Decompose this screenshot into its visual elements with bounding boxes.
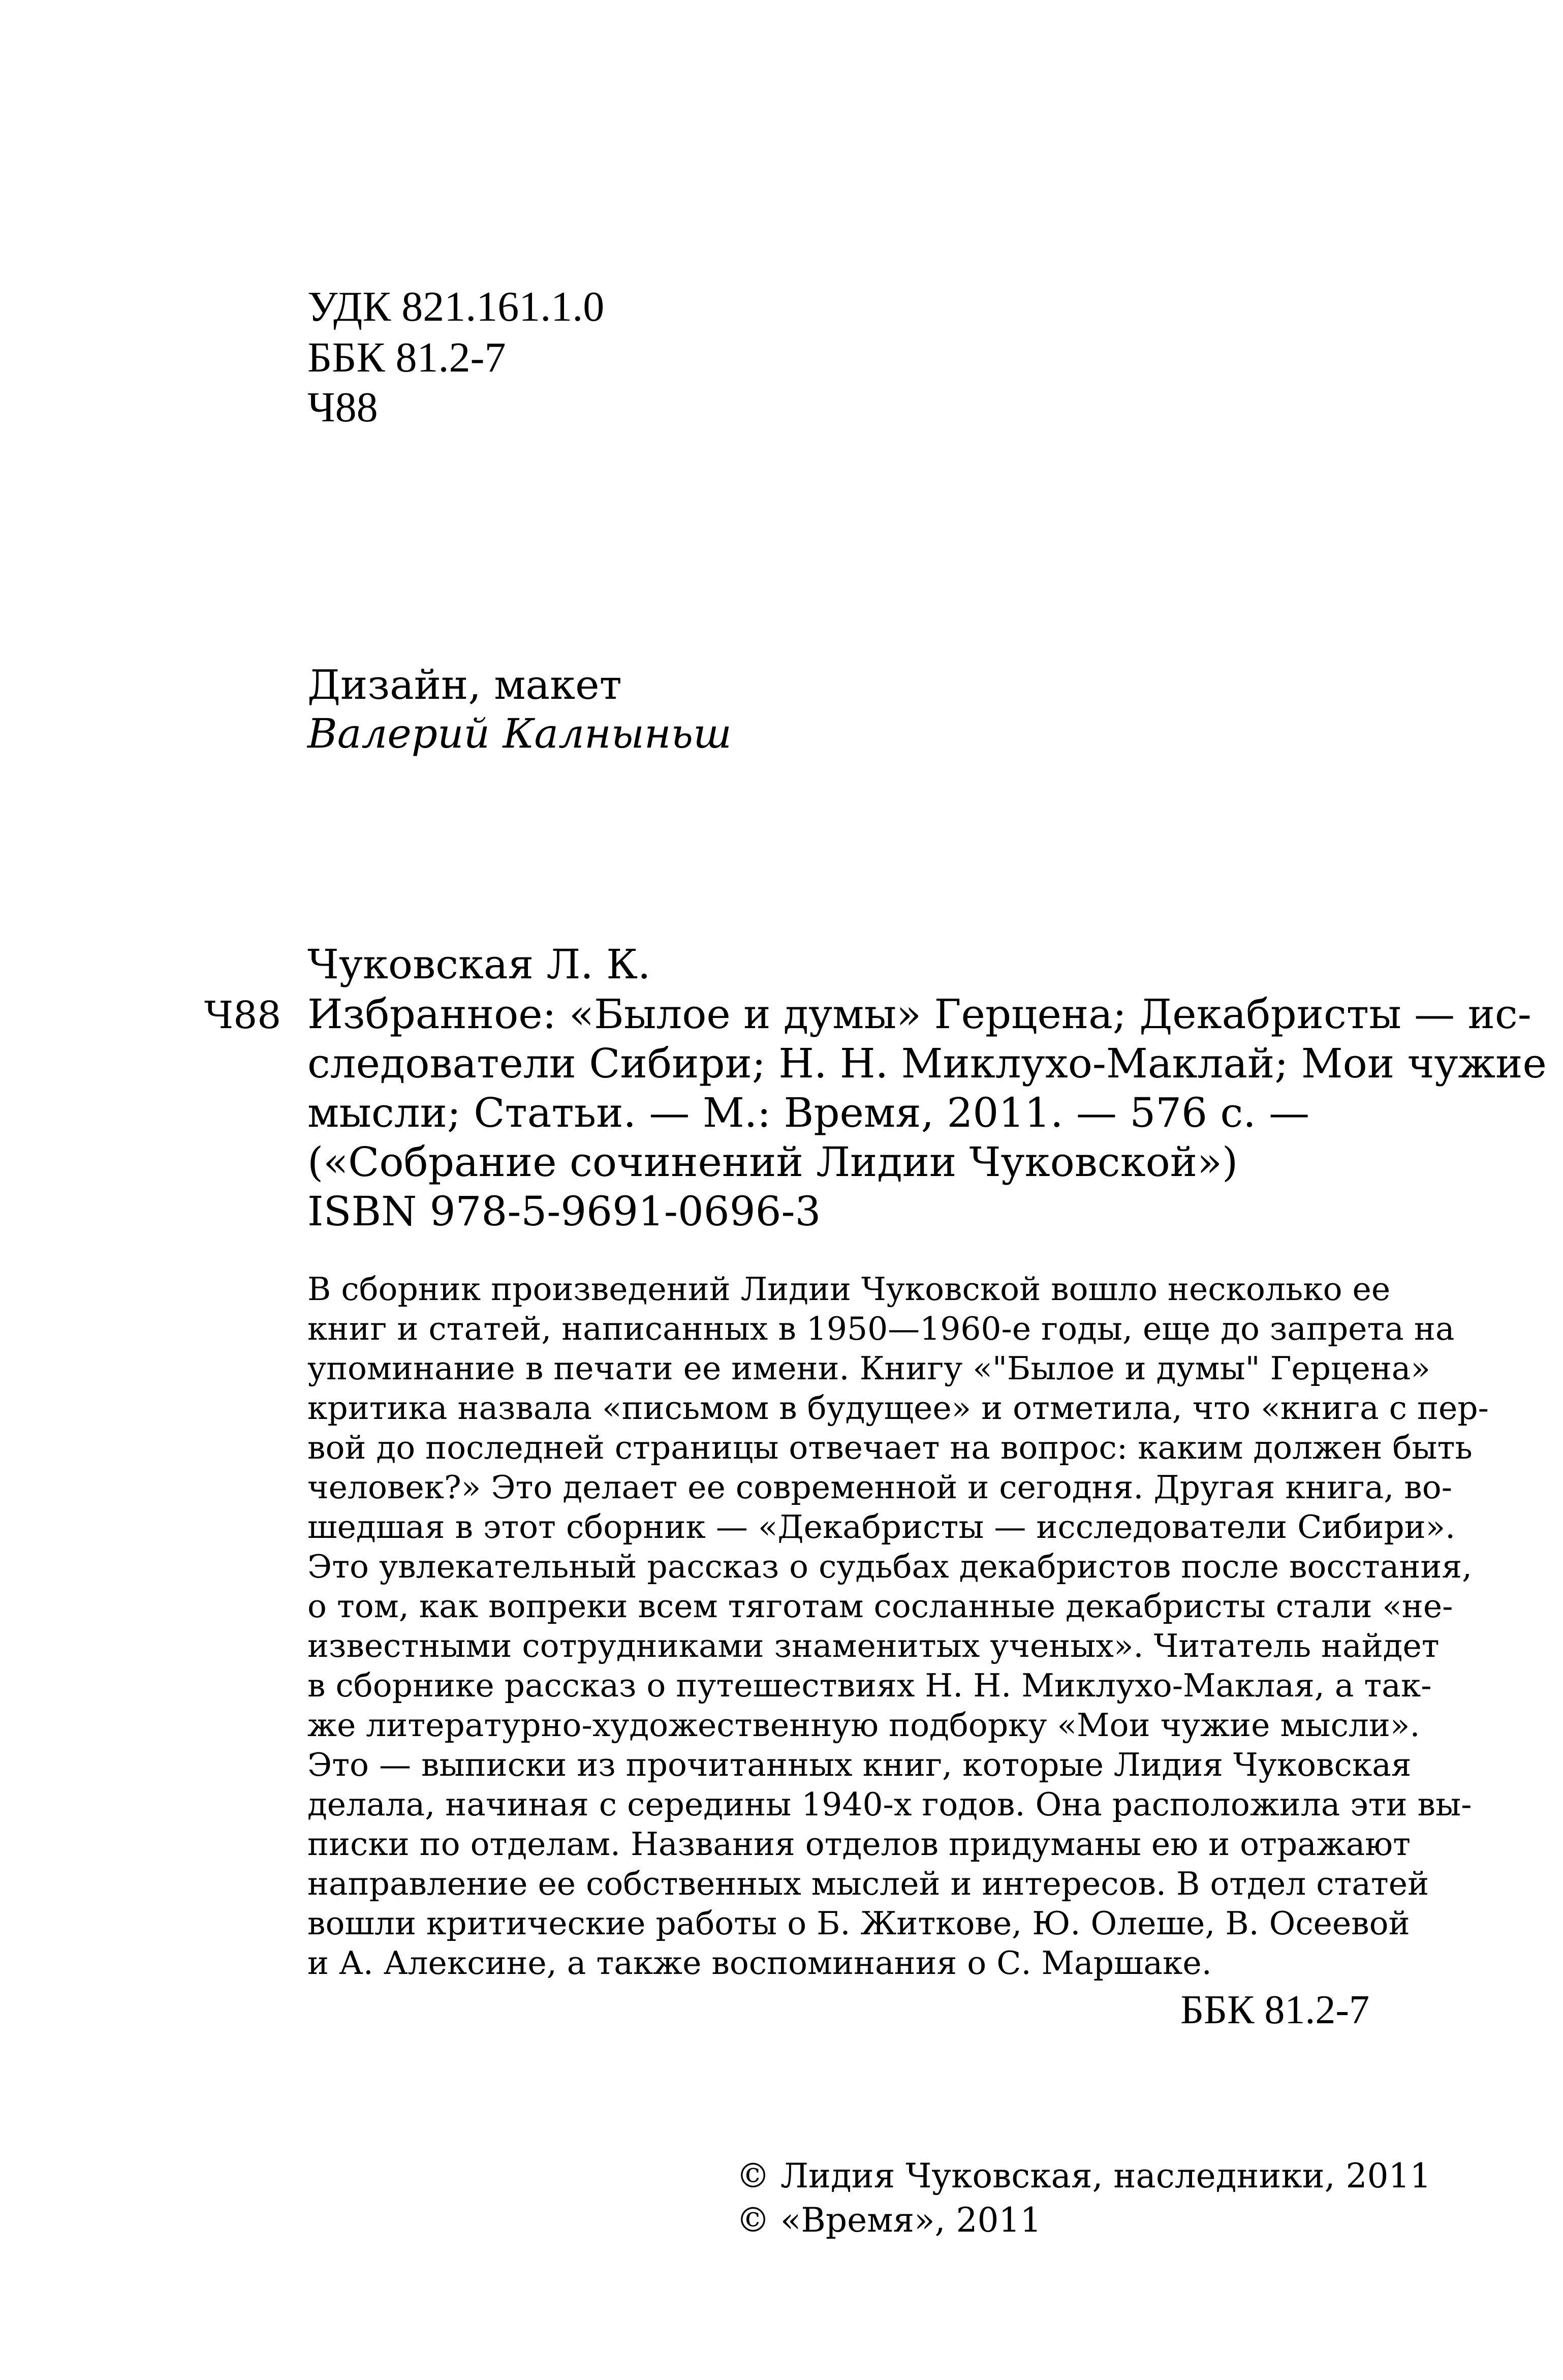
annotation-line: критика назвала «письмом в будущее» и отметила, что «книга с пер- <box>307 1389 1489 1427</box>
bibliographic-series: («Собрание сочинений Лидии Чуковской») <box>307 1138 1238 1186</box>
bibliographic-line: Избранное: «Былое и думы» Герцена; Декабристы — ис- <box>307 991 1531 1038</box>
design-credit-role: Дизайн, макет <box>307 661 622 708</box>
bibliographic-line: мысли; Статьи. — М.: Время, 2011. — 576 с. — <box>307 1089 1310 1136</box>
annotation-line: известными сотрудниками знаменитых ученых». Читатель найдет <box>307 1627 1440 1664</box>
annotation-line: Это — выписки из прочитанных книг, которые Лидия Чуковская <box>307 1746 1412 1783</box>
design-credit-name: Валерий Калныньш <box>307 710 732 757</box>
bbk-code: ББК 81.2-7 <box>307 334 506 381</box>
annotation-line: шедшая в этот сборник — «Декабристы — исследователи Сибири». <box>307 1508 1456 1546</box>
annotation-line: вой до последней страницы отвечает на вопрос: каким должен быть <box>307 1429 1473 1466</box>
annotation-line: направление ее собственных мыслей и интересов. В отдел статей <box>307 1865 1429 1902</box>
annotation-line: Это увлекательный рассказ о судьбах декабристов после восстания, <box>307 1548 1473 1585</box>
copyright-author: © Лидия Чуковская, наследники, 2011 <box>736 2156 1431 2196</box>
bibliographic-author: Чуковская Л. К. <box>307 941 651 988</box>
bibliographic-line: следователи Сибири; Н. Н. Миклухо-Маклай; Мои чужие <box>307 1040 1547 1087</box>
annotation-line: В сборник произведений Лидии Чуковской вошло несколько ее <box>307 1271 1391 1308</box>
annotation-line: человек?» Это делает ее современной и сегодня. Другая книга, во- <box>307 1469 1452 1506</box>
annotation-line: и А. Алексине, а также воспоминания о С. Маршаке. <box>307 1944 1212 1982</box>
annotation-line: книг и статей, написанных в 1950—1960-е годы, еще до запрета на <box>307 1310 1455 1347</box>
annotation-line: о том, как вопреки всем тяготам сосланные декабристы стали «не- <box>307 1588 1453 1625</box>
annotation-line: в сборнике рассказ о путешествиях Н. Н. Миклухо-Маклая, а так- <box>307 1667 1432 1704</box>
annotation-line: писки по отделам. Названия отделов придуманы ею и отражают <box>307 1826 1411 1863</box>
annotation-line: упоминание в печати ее имени. Книгу «"Былое и думы" Герцена» <box>307 1350 1430 1387</box>
udk-code: УДК 821.161.1.0 <box>307 283 605 330</box>
annotation-bbk-code: ББК 81.2-7 <box>1180 1988 1369 2032</box>
annotation-line: делала, начиная с середины 1940-х годов. Она расположила эти вы- <box>307 1786 1472 1823</box>
isbn: ISBN 978-5-9691-0696-3 <box>307 1188 821 1235</box>
bibliographic-margin-code: Ч88 <box>204 994 282 1037</box>
author-mark: Ч88 <box>307 384 378 431</box>
annotation-line: же литературно-художественную подборку «Мои чужие мысли». <box>307 1707 1420 1744</box>
copyright-publisher: © «Время», 2011 <box>736 2201 1042 2240</box>
annotation-line: вошли критические работы о Б. Житкове, Ю. Олеше, В. Осеевой <box>307 1905 1410 1942</box>
